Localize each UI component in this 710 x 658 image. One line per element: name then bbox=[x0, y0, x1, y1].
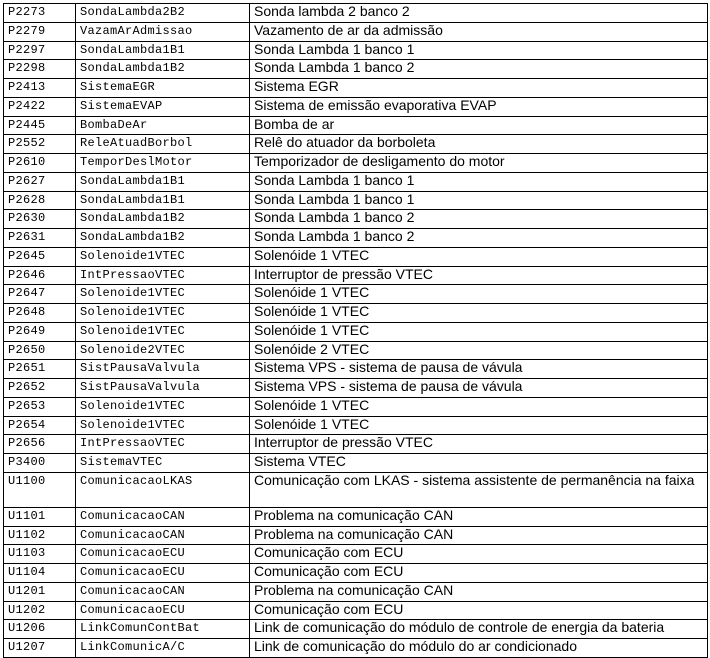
table-row bbox=[4, 526, 708, 545]
dtc-short-name-cell: SondaLambda2B2 bbox=[76, 4, 250, 23]
dtc-table-body bbox=[4, 4, 708, 658]
dtc-code-cell: P2413 bbox=[4, 79, 76, 98]
dtc-short-name-cell: ComunicacaoCAN bbox=[76, 507, 250, 526]
dtc-description-cell: Solenóide 1 VTEC bbox=[250, 397, 708, 416]
dtc-code-cell: U1206 bbox=[4, 620, 76, 639]
table-row bbox=[4, 360, 708, 379]
table-row bbox=[4, 154, 708, 173]
dtc-description-cell: Problema na comunicação CAN bbox=[250, 507, 708, 526]
dtc-short-name-cell: ComunicacaoLKAS bbox=[76, 472, 250, 507]
dtc-short-name-cell: SondaLambda1B1 bbox=[76, 172, 250, 191]
dtc-short-name-cell: ComunicacaoECU bbox=[76, 545, 250, 564]
dtc-short-name-cell: SondaLambda1B1 bbox=[76, 191, 250, 210]
dtc-description-cell: Comunicação com ECU bbox=[250, 601, 708, 620]
table-row bbox=[4, 191, 708, 210]
table-row bbox=[4, 304, 708, 323]
table-row bbox=[4, 172, 708, 191]
dtc-description-cell: Solenóide 1 VTEC bbox=[250, 247, 708, 266]
dtc-code-cell: P2650 bbox=[4, 341, 76, 360]
dtc-description-cell: Sistema VTEC bbox=[250, 454, 708, 473]
dtc-code-cell: P2552 bbox=[4, 135, 76, 154]
table-row bbox=[4, 116, 708, 135]
dtc-short-name-cell: SondaLambda1B2 bbox=[76, 229, 250, 248]
table-row bbox=[4, 285, 708, 304]
dtc-code-cell: U1100 bbox=[4, 472, 76, 507]
dtc-short-name-cell: SistemaEGR bbox=[76, 79, 250, 98]
dtc-code-cell: P2651 bbox=[4, 360, 76, 379]
table-row bbox=[4, 601, 708, 620]
dtc-code-cell: P2649 bbox=[4, 322, 76, 341]
table-row bbox=[4, 229, 708, 248]
dtc-short-name-cell: SistPausaValvula bbox=[76, 379, 250, 398]
dtc-short-name-cell: VazamArAdmissao bbox=[76, 22, 250, 41]
table-row bbox=[4, 210, 708, 229]
dtc-short-name-cell: SondaLambda1B2 bbox=[76, 60, 250, 79]
dtc-code-cell: P2646 bbox=[4, 266, 76, 285]
dtc-code-cell: U1102 bbox=[4, 526, 76, 545]
table-row bbox=[4, 454, 708, 473]
dtc-short-name-cell: ComunicacaoCAN bbox=[76, 526, 250, 545]
dtc-short-name-cell: TemporDeslMotor bbox=[76, 154, 250, 173]
dtc-table bbox=[3, 3, 708, 658]
dtc-code-cell: P2652 bbox=[4, 379, 76, 398]
table-row bbox=[4, 97, 708, 116]
table-row bbox=[4, 397, 708, 416]
dtc-code-cell: P2645 bbox=[4, 247, 76, 266]
dtc-short-name-cell: Solenoide1VTEC bbox=[76, 322, 250, 341]
table-row bbox=[4, 22, 708, 41]
dtc-short-name-cell: SistPausaValvula bbox=[76, 360, 250, 379]
table-row bbox=[4, 379, 708, 398]
dtc-short-name-cell: SondaLambda1B1 bbox=[76, 41, 250, 60]
dtc-description-cell: Interruptor de pressão VTEC bbox=[250, 266, 708, 285]
table-row bbox=[4, 41, 708, 60]
dtc-description-cell: Sonda Lambda 1 banco 2 bbox=[250, 210, 708, 229]
table-row bbox=[4, 435, 708, 454]
dtc-code-cell: P2656 bbox=[4, 435, 76, 454]
dtc-short-name-cell: IntPressaoVTEC bbox=[76, 435, 250, 454]
dtc-short-name-cell: BombaDeAr bbox=[76, 116, 250, 135]
dtc-code-cell: P2279 bbox=[4, 22, 76, 41]
table-row bbox=[4, 564, 708, 583]
dtc-description-cell: Solenóide 1 VTEC bbox=[250, 285, 708, 304]
table-row bbox=[4, 472, 708, 507]
dtc-code-cell: P2422 bbox=[4, 97, 76, 116]
dtc-description-cell: Sonda lambda 2 banco 2 bbox=[250, 4, 708, 23]
dtc-code-cell: P2298 bbox=[4, 60, 76, 79]
table-row bbox=[4, 507, 708, 526]
dtc-description-cell: Interruptor de pressão VTEC bbox=[250, 435, 708, 454]
dtc-code-cell: U1103 bbox=[4, 545, 76, 564]
dtc-description-cell: Problema na comunicação CAN bbox=[250, 526, 708, 545]
dtc-description-cell: Sonda Lambda 1 banco 1 bbox=[250, 191, 708, 210]
dtc-short-name-cell: Solenoide1VTEC bbox=[76, 416, 250, 435]
dtc-code-cell: U1202 bbox=[4, 601, 76, 620]
dtc-description-cell: Sistema VPS - sistema de pausa de vávula bbox=[250, 379, 708, 398]
dtc-description-cell: Comunicação com ECU bbox=[250, 564, 708, 583]
dtc-code-cell: P2631 bbox=[4, 229, 76, 248]
dtc-short-name-cell: SondaLambda1B2 bbox=[76, 210, 250, 229]
dtc-description-cell: Solenóide 1 VTEC bbox=[250, 416, 708, 435]
dtc-code-cell: P3400 bbox=[4, 454, 76, 473]
dtc-code-cell: P2297 bbox=[4, 41, 76, 60]
table-row bbox=[4, 416, 708, 435]
dtc-description-cell: Solenóide 1 VTEC bbox=[250, 304, 708, 323]
dtc-description-cell: Problema na comunicação CAN bbox=[250, 582, 708, 601]
table-row bbox=[4, 582, 708, 601]
dtc-code-cell: P2273 bbox=[4, 4, 76, 23]
table-row bbox=[4, 341, 708, 360]
table-row bbox=[4, 247, 708, 266]
dtc-code-cell: P2445 bbox=[4, 116, 76, 135]
dtc-code-cell: P2610 bbox=[4, 154, 76, 173]
dtc-code-cell: P2630 bbox=[4, 210, 76, 229]
dtc-description-cell: Comunicação com LKAS - sistema assistente de permanência na faixa bbox=[250, 472, 708, 507]
dtc-short-name-cell: IntPressaoVTEC bbox=[76, 266, 250, 285]
dtc-code-cell: U1104 bbox=[4, 564, 76, 583]
dtc-description-cell: Link de comunicação do módulo do ar condicionado bbox=[250, 639, 708, 658]
dtc-short-name-cell: LinkComunicA/C bbox=[76, 639, 250, 658]
dtc-description-cell: Sonda Lambda 1 banco 1 bbox=[250, 172, 708, 191]
dtc-description-cell: Comunicação com ECU bbox=[250, 545, 708, 564]
dtc-code-cell: P2628 bbox=[4, 191, 76, 210]
dtc-description-cell: Sonda Lambda 1 banco 2 bbox=[250, 229, 708, 248]
dtc-short-name-cell: Solenoide1VTEC bbox=[76, 397, 250, 416]
dtc-code-cell: U1101 bbox=[4, 507, 76, 526]
dtc-code-cell: P2648 bbox=[4, 304, 76, 323]
dtc-description-cell: Vazamento de ar da admissão bbox=[250, 22, 708, 41]
dtc-short-name-cell: ComunicacaoECU bbox=[76, 601, 250, 620]
dtc-description-cell: Sistema VPS - sistema de pausa de vávula bbox=[250, 360, 708, 379]
dtc-code-cell: P2653 bbox=[4, 397, 76, 416]
dtc-code-cell: P2654 bbox=[4, 416, 76, 435]
dtc-short-name-cell: Solenoide2VTEC bbox=[76, 341, 250, 360]
table-row bbox=[4, 4, 708, 23]
dtc-code-cell: P2627 bbox=[4, 172, 76, 191]
dtc-code-cell: U1201 bbox=[4, 582, 76, 601]
dtc-short-name-cell: Solenoide1VTEC bbox=[76, 304, 250, 323]
table-row bbox=[4, 266, 708, 285]
table-row bbox=[4, 620, 708, 639]
dtc-short-name-cell: LinkComunContBat bbox=[76, 620, 250, 639]
dtc-description-cell: Sonda Lambda 1 banco 2 bbox=[250, 60, 708, 79]
dtc-description-cell: Sonda Lambda 1 banco 1 bbox=[250, 41, 708, 60]
dtc-description-cell: Bomba de ar bbox=[250, 116, 708, 135]
table-row bbox=[4, 60, 708, 79]
dtc-code-cell: U1207 bbox=[4, 639, 76, 658]
table-row bbox=[4, 639, 708, 658]
dtc-short-name-cell: Solenoide1VTEC bbox=[76, 285, 250, 304]
dtc-description-cell: Link de comunicação do módulo de controle de energia da bateria bbox=[250, 620, 708, 639]
table-row bbox=[4, 322, 708, 341]
dtc-short-name-cell: ComunicacaoCAN bbox=[76, 582, 250, 601]
table-row bbox=[4, 135, 708, 154]
dtc-description-cell: Relê do atuador da borboleta bbox=[250, 135, 708, 154]
dtc-short-name-cell: SistemaEVAP bbox=[76, 97, 250, 116]
dtc-description-cell: Sistema EGR bbox=[250, 79, 708, 98]
dtc-description-cell: Solenóide 1 VTEC bbox=[250, 322, 708, 341]
dtc-description-cell: Solenóide 2 VTEC bbox=[250, 341, 708, 360]
dtc-short-name-cell: ReleAtuadBorbol bbox=[76, 135, 250, 154]
table-row bbox=[4, 545, 708, 564]
dtc-code-cell: P2647 bbox=[4, 285, 76, 304]
dtc-description-cell: Temporizador de desligamento do motor bbox=[250, 154, 708, 173]
dtc-short-name-cell: Solenoide1VTEC bbox=[76, 247, 250, 266]
table-row bbox=[4, 79, 708, 98]
dtc-short-name-cell: SistemaVTEC bbox=[76, 454, 250, 473]
dtc-short-name-cell: ComunicacaoECU bbox=[76, 564, 250, 583]
dtc-description-cell: Sistema de emissão evaporativa EVAP bbox=[250, 97, 708, 116]
